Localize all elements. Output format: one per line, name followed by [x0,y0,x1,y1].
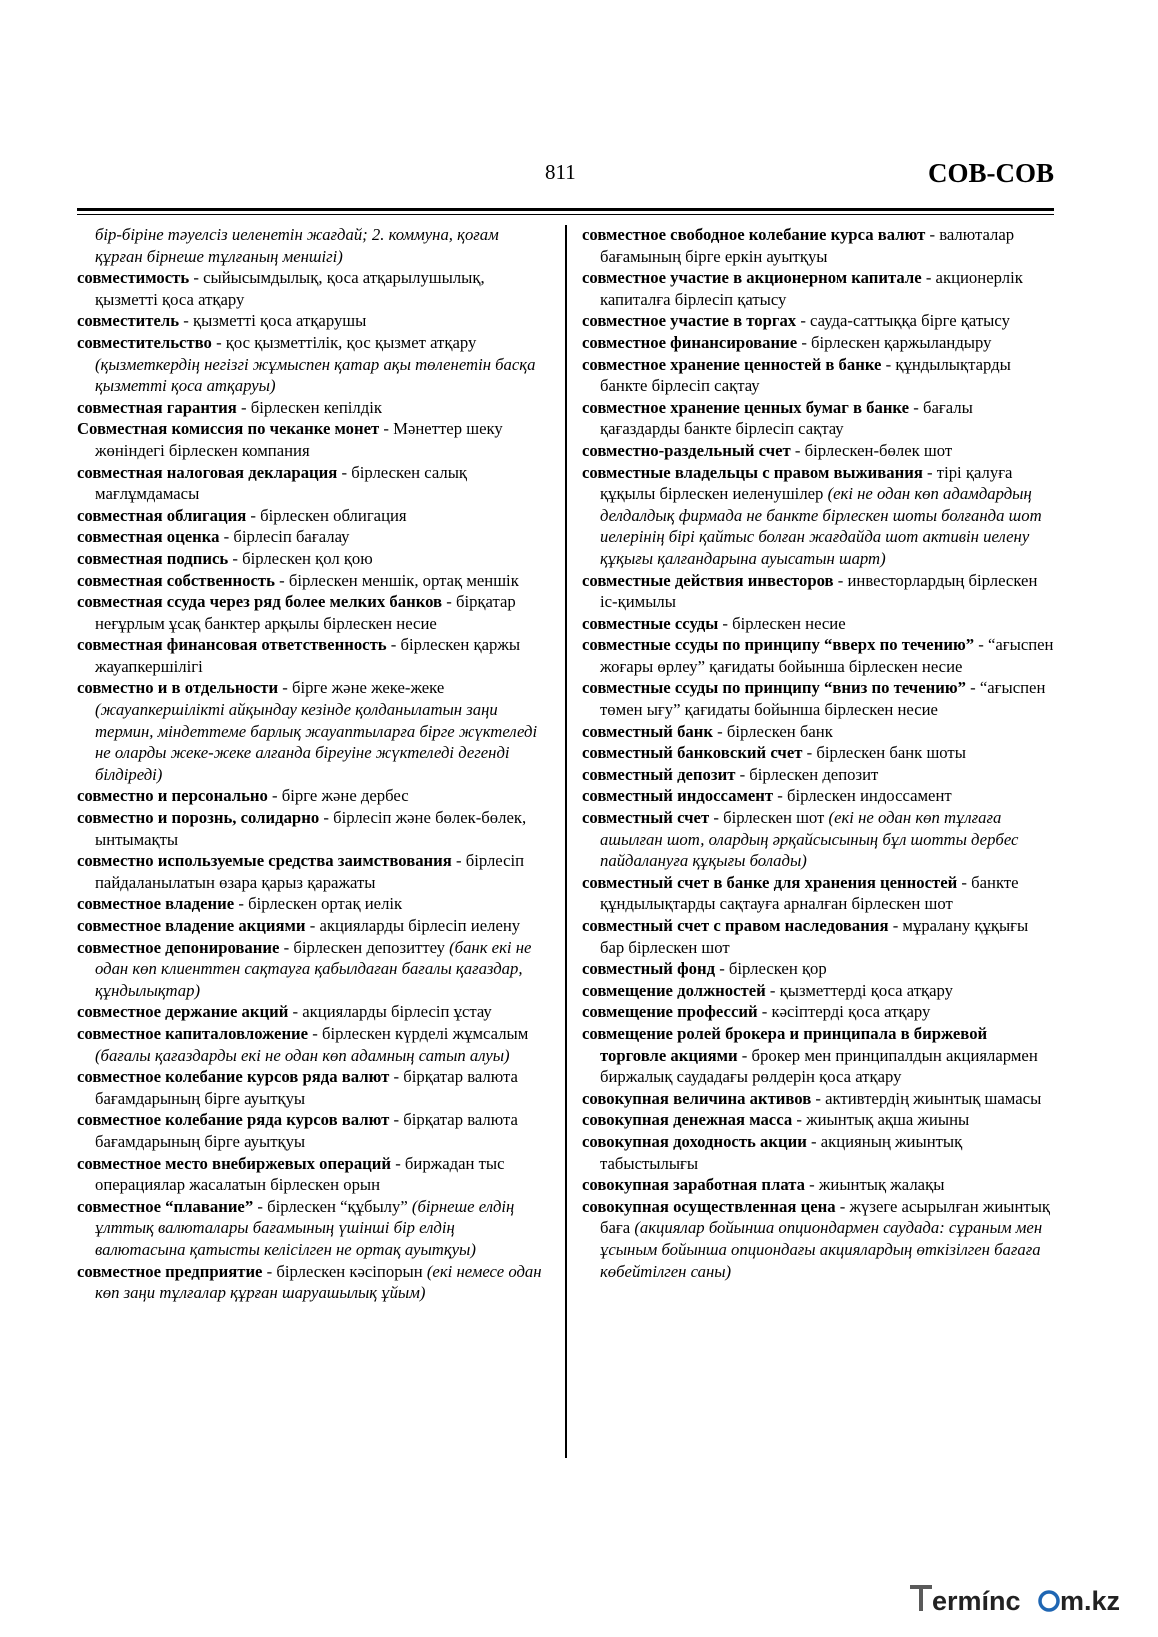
entry-term: совместное владение акциями [77,916,306,935]
entry-definition: - қызметтерді қоса атқару [765,980,954,1000]
entry-definition: - бірлескен облигация [246,505,407,525]
entry-definition: - активтердің жиынтық шамасы [811,1088,1042,1108]
entry-definition: - бірлескен банк шоты [802,743,966,763]
entry-term: совместное депонирование [77,937,280,957]
dictionary-entry [582,1174,1054,1196]
entry-definition: - бірге және дербес [267,786,409,806]
entry-note: (бірнеше елдің ұлттық валюталары бағамының үшінші бір елдің валютасына қатысты келісілген не ортақ ауытқуы) [95,1196,515,1259]
dictionary-entry [582,721,1054,743]
dictionary-entry [77,310,542,332]
entry-term: совместимость [77,268,190,288]
dictionary-entry [77,418,542,461]
entry-definition: - сауда-саттыққа бірге қатысу [796,311,1010,331]
dictionary-entry [582,440,1054,462]
dictionary-entry [582,1001,1054,1023]
dictionary-entry [77,634,542,677]
entry-note: (жауапкершілікті айқындау кезінде қолданылатын заңи термин, міндеттеме барлық жауаптыларға бірге жүктеледі не оларды жеке-жеке алғанда біреуіне жүктеледі дегенді білдіреді) [95,700,538,784]
entry-definition: - құндылықтарды банкте бірлесіп сақтау [600,354,1011,396]
entry-definition: - бірлескен шот [709,808,829,828]
entry-note: (бағалы қағаздарды екі не одан көп адамның сатып алуы) [95,1045,510,1065]
dictionary-entry [582,677,1054,720]
dictionary-entry [582,764,1054,786]
entry-definition: - бірлескен меншік, ортақ меншік [274,570,519,590]
entry-term: совместно и в отдельности [77,678,279,698]
entry-term: совместный индоссамент [582,786,774,806]
entry-definition: - бірлесіп пайдаланылатын өзара қарыз қаражаты [95,851,525,892]
entry-definition: - “ағыспен жоғары өрлеу” қағидаты бойынша бірлескен несие [600,635,1054,676]
entry-term: Совместная комиссия по чеканке монет [77,419,380,439]
entry-term: совместное место внебиржевых операций [77,1153,392,1173]
entry-term: совместные ссуды [582,613,719,633]
header-rule-thick [77,208,1054,211]
entry-term: совместитель [77,311,180,331]
entry-definition: - жүзеге асырылған жиынтық баға [600,1196,1051,1238]
entry-term: совместный депозит [582,764,736,784]
entry-term: совместный банк [582,721,713,741]
entry-definition: - валюталар бағамының бірге еркін ауытқуы [600,225,1015,266]
dictionary-entry [77,1196,542,1261]
dictionary-entry [77,807,542,850]
dictionary-entry [77,1066,542,1109]
page-number: 811 [545,160,576,184]
entry-term: совместное участие в торгах [582,311,797,331]
entry-definition: - бірқатар валюта бағамдарының бірге ауытқуы [95,1067,518,1108]
entry-term: совокупная денежная масса [582,1110,793,1130]
svg-text:ermínc: ermínc [932,1586,1021,1616]
entry-note: (екі не одан көп адамдардың делдалдық фирмада не банкте бірлескен шоты болғанда шот иелерінің бірі қайтыс болған жағдайда шот активін иелену құқығы қалғандарына ауысатын шарт) [600,484,1042,568]
termincom-logo [906,1577,1120,1621]
entry-term: совместное колебание курсов ряда валют [77,1067,390,1087]
dictionary-entry [77,937,542,1002]
entry-term: совместная оценка [77,527,220,547]
dictionary-entry [77,224,542,267]
entry-definition: - бірлескен “құбылу” [253,1196,412,1216]
dictionary-entry [582,310,1054,332]
entry-term: совместно и персонально [77,786,268,806]
entry-definition: - бірлескен ортақ иелік [234,894,403,914]
dictionary-entry [582,1088,1054,1110]
entry-term: совместное хранение ценностей в банке [582,354,882,374]
entry-term: совместное участие в акционерном капитале [582,268,922,288]
entry-term: совместные ссуды по принципу “вниз по течению” [582,678,966,698]
entry-term: совместное колебание ряда курсов валют [77,1110,390,1130]
dictionary-entry [582,980,1054,1002]
dictionary-entry [582,1196,1054,1282]
entry-term: совместно-раздельный счет [582,440,791,460]
dictionary-entry [77,1109,542,1152]
entry-term: совместная облигация [77,505,247,525]
entry-definition: - бірлескен депозиттеу [279,937,450,957]
dictionary-entry [77,505,542,527]
entry-definition: - бірлескен индоссамент [773,786,952,806]
dictionary-entry [77,850,542,893]
entry-term: совместительство [77,332,212,352]
dictionary-entry [582,785,1054,807]
dictionary-entry [77,1261,542,1304]
dictionary-entry [77,677,542,785]
entry-definition: - “ағыспен төмен ығу” қағидаты бойынша бірлескен несие [600,678,1046,720]
entry-term: совместная собственность [77,570,275,590]
dictionary-entry [77,332,542,397]
right-column [582,224,1054,1282]
entry-definition: - инвесторлардың бірлескен іс-қимылы [600,570,1038,612]
entry-definition: - бірлескен қаржы жауапкершілігі [95,635,521,676]
entry-term: совместное финансирование [582,332,798,352]
entry-term: совместное хранение ценных бумаг в банке [582,397,910,417]
entry-note: бір-біріне тәуелсіз иеленетін жағдай; 2. коммуна, қоғам құрған бірнеше тұлғаның меншігі) [95,225,499,266]
dictionary-entry [582,354,1054,397]
dictionary-entry [77,570,542,592]
entry-definition: - тірі қалуға құқылы бірлескен иеленушілер [600,462,1013,504]
entry-definition: - акцияларды бірлесіп ұстау [288,1002,492,1022]
entry-definition: - акцияның жиынтық табыстылығы [600,1131,963,1173]
entry-definition: - кәсіптерді қоса атқару [757,1002,931,1022]
entry-term: совместная гарантия [77,397,237,417]
dictionary-entry [77,915,542,937]
dictionary-entry [582,1023,1054,1088]
dictionary-entry [582,958,1054,980]
dictionary-entry [582,1109,1054,1131]
entry-note: (екі не одан көп тұлғаға ашылған шот, олардың әрқайсысының бұл шотты дербес пайдалануға құқығы болады) [600,808,1019,871]
dictionary-entry [582,267,1054,310]
entry-definition: - бірлескен депозит [735,764,879,784]
entry-definition: - биржадан тыс операциялар жасалатын бірлескен орын [95,1153,505,1195]
entry-note: (қызметкердің негізгі жұмыспен қатар ақы төленетін басқа қызметті қоса атқаруы) [95,354,536,396]
entry-term: совместные действия инвесторов [582,570,834,590]
entry-definition: - мұралану құқығы бар бірлескен шот [600,916,1029,957]
entry-definition: - бірлескен салық мағлұмдамасы [95,462,468,504]
dictionary-entry [582,742,1054,764]
dictionary-entry [77,1023,542,1066]
left-column [77,224,542,1304]
dictionary-entry [582,915,1054,958]
entry-definition: - бірлескен кепілдік [236,397,382,417]
dictionary-entry [77,526,542,548]
entry-definition: - бірлескен қол қою [228,548,373,568]
dictionary-entry [77,1153,542,1196]
entry-term: совместные ссуды по принципу “вверх по течению” [582,635,975,655]
entry-definition: - жиынтық жалақы [804,1175,945,1195]
entry-note: (акциялар бойынша опциондармен саудада: сұраным мен ұсыным бойынша опциондағы акциялардың өткізілген бағаға көбейтілген саны) [600,1218,1043,1281]
entry-term: совместный счет [582,808,710,828]
dictionary-entry [77,893,542,915]
entry-definition: - бағалы қағаздарды банкте бірлесіп сақтау [600,397,973,439]
dictionary-entry [582,1131,1054,1174]
dictionary-entry [582,462,1054,570]
entry-note: (банк екі не одан көп клиенттен сақтауға қабылдаған бағалы қағаздар, құндылықтар) [95,937,532,1000]
entry-definition: - бірлескен несие [718,613,846,633]
entry-term: совместный банковский счет [582,743,803,763]
dictionary-entry [582,224,1054,267]
entry-definition: - жиынтық ақша жиыны [792,1110,970,1130]
dictionary-entry [77,462,542,505]
entry-note: (екі немесе одан көп заңи тұлғалар құрған шаруашылық ұйым) [95,1261,542,1303]
dictionary-entry [582,807,1054,872]
entry-term: совместное владение [77,894,235,914]
entry-term: совокупная величина активов [582,1088,812,1108]
entry-term: совместно используемые средства заимствования [77,851,452,871]
dictionary-entry [582,397,1054,440]
entry-term: совместное капиталовложение [77,1023,309,1043]
dictionary-entry [77,548,542,570]
dictionary-entry [77,1001,542,1023]
entry-term: совместный счет в банке для хранения ценностей [582,872,958,892]
entry-definition: - бірлескен күрделі жұмсалым [308,1023,529,1043]
entry-definition: - бірлескен-бөлек шот [790,440,953,460]
entry-term: совместная ссуда через ряд более мелких банков [77,592,443,612]
entry-definition: - бірге және жеке-жеке [278,678,445,698]
entry-term: совместное “плавание” [77,1196,254,1216]
entry-definition: - брокер мен принципалдын акциялармен биржалық саудадағы рөлдерін қоса атқару [600,1045,1038,1087]
entry-term: совместный счет с правом наследования [582,916,889,935]
entry-term: совместная подпись [77,548,229,568]
entry-definition: - бірлескен кәсіпорын [262,1261,427,1281]
entry-definition: - сыйысымдылық, қоса атқарылушылық, қызметті қоса атқару [95,268,485,309]
entry-definition: - бірлесіп және бөлек-бөлек, ынтымақты [95,808,527,849]
dictionary-entry [77,267,542,310]
entry-definition: - қызметті қоса атқарушы [179,311,367,331]
dictionary-entry [77,785,542,807]
page-header-range: СОВ-СОВ [927,158,1054,188]
entry-term: совмещение ролей брокера и принципала в биржевой торговле акциями [582,1023,988,1065]
entry-term: совмещение должностей [582,980,766,1000]
entry-definition: - акцияларды бірлесіп иелену [305,916,521,935]
dictionary-entry [582,613,1054,635]
entry-definition: - бірлескен қор [715,959,827,979]
entry-term: совокупная доходность акции [582,1131,807,1151]
entry-definition: - бірқатар неғұрлым ұсақ банктер арқылы бірлескен несие [95,592,516,633]
entry-term: совокупная заработная плата [582,1175,805,1195]
entry-term: совместная налоговая декларация [77,462,338,482]
entry-term: совместная финансовая ответственность [77,635,387,655]
entry-term: совместное свободное колебание курса валют [582,225,926,244]
entry-term: совместное держание акций [77,1002,289,1022]
entry-definition: - Мәнеттер шеку жөніндегі бірлескен компания [95,419,503,460]
svg-text:m.kz: m.kz [1060,1586,1120,1616]
entry-definition: - бірлесіп бағалау [219,527,350,547]
dictionary-entry [582,570,1054,613]
column-divider [565,225,567,1458]
header-rule-thin [77,214,1054,215]
dictionary-entry [582,332,1054,354]
entry-definition: - бірлескен қаржыландыру [797,332,992,352]
entry-term: совместный фонд [582,959,716,979]
entry-definition: - бірлескен банк [713,721,833,741]
entry-definition: - акционерлік капиталға бірлесіп қатысу [600,268,1023,309]
dictionary-entry [77,397,542,419]
entry-term: совместно и порознь, солидарно [77,808,320,828]
entry-definition: - қос қызметтілік, қос қызмет атқару [211,332,477,352]
dictionary-entry [582,634,1054,677]
entry-definition: - банкте құндылықтарды сақтауға арналған бірлескен шот [600,872,1019,914]
dictionary-entry [77,591,542,634]
entry-term: совокупная осуществленная цена [582,1196,836,1216]
entry-term: совместное предприятие [77,1261,263,1281]
entry-term: совмещение профессий [582,1002,758,1022]
entry-definition: - бірқатар валюта бағамдарының бірге ауытқуы [95,1110,518,1151]
entry-term: совместные владельцы с правом выживания [582,462,923,482]
dictionary-entry [582,872,1054,915]
